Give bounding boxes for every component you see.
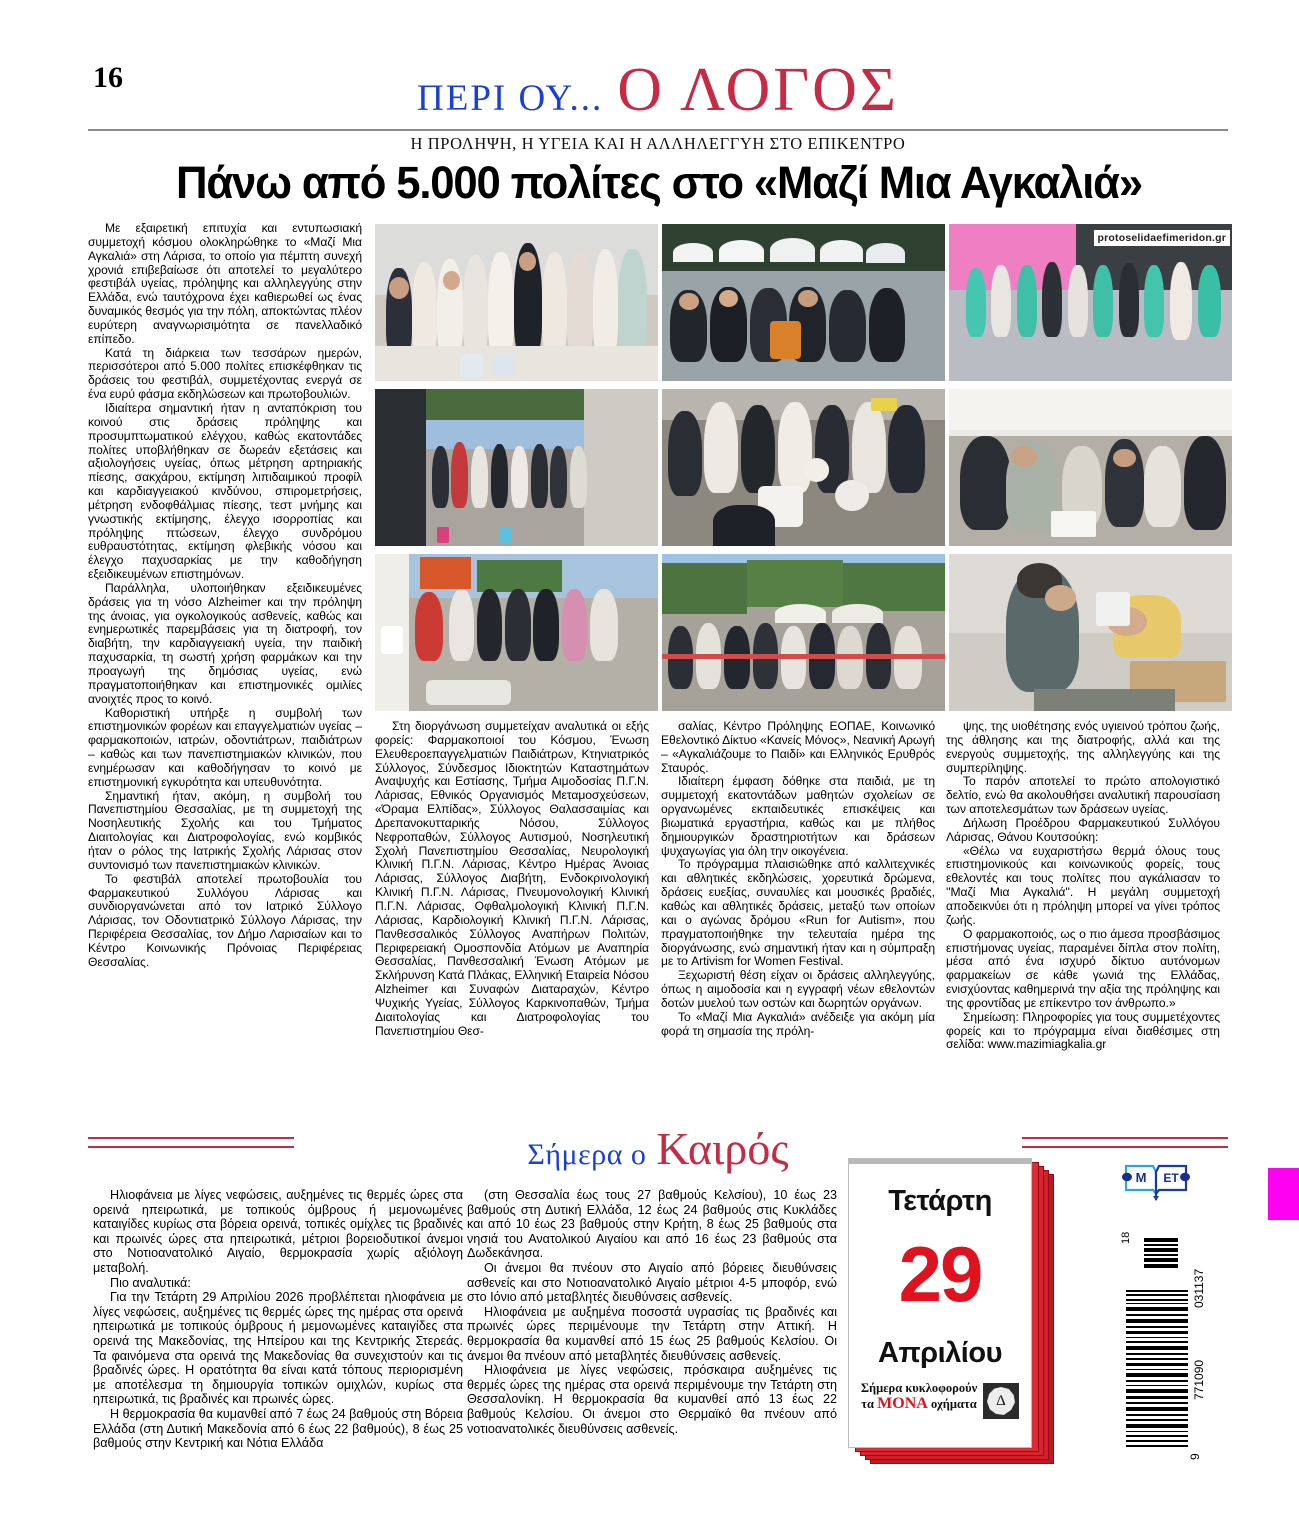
article-paragraph: Το πρόγραμμα πλαισιώθηκε από καλλιτεχνικές και αθλητικές εκδηλώσεις, χορευτικά δρώμενα, δράσεις ευεξίας, συναυλίες και μουσικές βραδιές, καθώς και αθλητικές δράσεις, μεταξύ των οποίων και ο αγώνας δρόμου «Run for Autism», που πραγματοποιήθηκε την τελευταία ημέρα της διοργάνωσης, ενώ σημαντική ήταν και η σύμπραξη με το Artivism for Women Festival.: [661, 857, 935, 969]
calendar-traffic-note: [857, 1381, 981, 1412]
article-paragraph: Δήλωση Προέδρου Φαρμακευτικού Συλλόγου Λάρισας, Θάνου Κουτσούκη:: [946, 815, 1220, 844]
article-paragraph: Ο φαρμακοποιός, ως ο πιο άμεσα προσβάσιμος επιστήμονας υγείας, παραμένει δίπλα στον πολίτη, μέσα από ένα ισχυρό δίκτυο αυτόνομων φαρμακείων σε κάθε γωνιά της Ελλάδας, ενισχύοντας καθημερινά την αξία της πρόληψης και της φροντίδας με επίκεντρο τον άνθρωπο.»: [946, 926, 1220, 1010]
calendar-top-bar: [849, 1159, 1031, 1164]
svg-text:ET: ET: [1163, 1171, 1179, 1185]
issue-barcode: [1144, 1238, 1178, 1270]
article-column-4: [946, 720, 1220, 1052]
ean-barcode: [1126, 1290, 1188, 1450]
photo-collage: [375, 224, 1232, 712]
article-paragraph: Ιδιαίτερη έμφαση δόθηκε στα παιδιά, με τη συμμετοχή εκατοντάδων μαθητών σχολείων σε οργανωμένες εκπαιδευτικές επισκέψεις και βιωματικά εργαστήρια, καθώς και με πλήθος δημιουργικών δραστηριοτήτων και δράσεων ψυχαγωγίας για όλη την οικογένεια.: [661, 774, 935, 858]
weather-title-prefix: Σήμερα ο: [527, 1138, 647, 1171]
logo-main-text: Ο ΛΟΓΟΣ: [617, 56, 899, 124]
weather-paragraph: Οι άνεμοι θα πνέουν στο Αιγαίο από βόρειες διευθύνσεις ασθενείς και στο Νοτιοανατολικό Αιγαίο μέτριοι 4-5 μποφόρ, ενώ στο Ιόνιο από μεταβλητές διευθύνσεις ασθενείς.: [467, 1260, 837, 1305]
barcode-digits-top: 031137: [1192, 1268, 1206, 1308]
masthead: [88, 55, 1228, 137]
photo-audience: [662, 224, 945, 381]
registration-color-mark: [1268, 1168, 1299, 1220]
weather-paragraph: (στη Θεσσαλία έως τους 27 βαθμούς Κελσίου), 10 έως 23 βαθμούς στη Δυτική Ελλάδα, 12 έως 24 βαθμούς στις Κυκλάδες και από 10 έως 23 βαθμούς στην Κρήτη, 8 έως 25 βαθμούς στα νησιά του Ανατολικού Αιγαίου και από 16 έως 23 βαθμούς στα Δωδεκάνησα.: [467, 1188, 837, 1261]
badge-delta-glyph: Δ: [996, 1392, 1006, 1409]
barcode-digits-start: 9: [1188, 1453, 1202, 1460]
photo-dance: [949, 224, 1232, 381]
article-paragraph: Σημαντική ήταν, ακόμη, η συμβολή του Πανεπιστημίου Θεσσαλίας, με τη συμμετοχή της Νοσηλευτικής Σχολής και του Τμήματος Διαιτολογίας και Διατροφολογίας, ενώ κομβικός ήταν ο ρόλος της Ιατρικής Σχολής Λάρισας στον συντονισμό των πανεπιστημιακών κλινικών.: [88, 788, 362, 872]
masthead-divider: [88, 129, 1228, 131]
barcode-digits-mid: 771090: [1192, 1359, 1206, 1400]
traffic-note-suffix: οχήματα: [930, 1397, 977, 1411]
photo-drum-band: [662, 389, 945, 546]
calendar-front-sheet: [848, 1158, 1032, 1448]
article-paragraph: Κατά τη διάρκεια των τεσσάρων ημερών, περισσότεροι από 5.000 πολίτες επισκέφθηκαν τις δράσεις του φεστιβάλ, συμμετέχοντας ενεργά σε ένα ευρύ φάσμα εκδηλώσεων και πρωτοβουλιών.: [88, 345, 362, 402]
delta-badge-icon: [983, 1383, 1019, 1419]
photo-group-portrait: [375, 224, 658, 381]
article-paragraph: Με εξαιρετική επιτυχία και εντυπωσιακή συμμετοχή κόσμου ολοκληρώθηκε το «Μαζί Μια Αγκαλιά» στη Λάρισα, το οποίο για πέμπτη συνεχή χρονιά επιβεβαίωσε ότι αποτελεί το μεγαλύτερο φεστιβάλ υγείας, πρόληψης και αλληλεγγύης στην Ελλάδα, ενώ ταυτόχρονα έχει καθιερωθεί ως ένας δυναμικός θεσμός για την πόλη, αποκτώντας πλέον ευρύτερη αναγνωρισιμότητα σε πανελλαδικό επίπεδο.: [88, 221, 362, 346]
weather-paragraph: Η θερμοκρασία θα κυμανθεί από 7 έως 24 βαθμούς στη Βόρεια Ελλάδα (στη Δυτική Μακεδονία από 6 έως 22 βαθμούς), 8 έως 25 βαθμούς στην Κεντρική και Νότια Ελλάδα: [93, 1406, 463, 1451]
issue-number-label: 18: [1120, 1231, 1132, 1244]
article-paragraph: Σημείωση: Πληροφορίες για τους συμμετέχοντες φορείς και το πρόγραμμα είναι διαθέσιμες στη σελίδα: www.mazimiagkalia.gr: [946, 1009, 1220, 1052]
photo-eye-exam: [949, 554, 1232, 711]
calendar-day-number: 29: [898, 1230, 982, 1318]
traffic-note-prefix: τα: [861, 1397, 875, 1411]
photo-cpr-demo: [375, 554, 658, 711]
weather-paragraph: Ηλιοφάνεια με αυξημένα ποσοστά υγρασίας τις βραδινές και πρωινές ώρες περιμένουμε την Τετάρτη στην Αττική. Η θερμοκρασία θα κυμανθεί από 15 έως 25 βαθμούς Κελσίου. Οι άνεμοι θα πνέουν από μεταβλητές διευθύνσεις ασθενείς.: [467, 1304, 837, 1363]
weather-title-main: Καιρός: [656, 1123, 789, 1174]
weather-paragraph: Ηλιοφάνεια με λίγες νεφώσεις, αυξημένες τις θερμές ώρες στα ορεινά ηπειρωτικά, με τοπικούς όμβρους ή μεμονωμένες καταιγίδες κυρίως στα βόρεια ορεινά, τοπικές ομίχλες τις βραδινές και πρωινές ώρες στα ηπειρωτικά, μέτριοι βορειοδυτικοί άνεμοι στο Νοτιοανατολικό Αιγαίο, θερμοκρασία χωρίς αξιόλογη μεταβολή.: [93, 1188, 463, 1275]
article-column-3: [661, 720, 935, 1038]
traffic-note-parity: ΜΟΝΑ: [877, 1395, 928, 1412]
barcode-block: [1112, 1160, 1224, 1490]
article-paragraph: Ιδιαίτερα σημαντική ήταν η ανταπόκριση του κοινού στις δράσεις πρόληψης και προσυμπτωματικού ελέγχου, καθώς εκατοντάδες πολίτες υποβλήθηκαν σε δωρεάν εξετάσεις και αξιολογήσεις υγείας, όπως μέτρηση αρτηριακής πίεσης, σακχάρου, εκτίμηση λιπιδαιμικού προφίλ και καρδιαγγειακού κινδύνου, σπιρομετρήσεις, μέτρηση ενδοφθάλμιας πίεσης, τεστ μνήμης και γνωστικής εκτίμησης, έλεγχο ισορροπίας και πρόληψης πτώσεων, έλεγχο συνδρόμου ευθραυστότητας, εκτίμηση φλεβικής νόσου και έλεγχο παχυσαρκίας με την καθοδήγηση εξειδικευμένων επιστημόνων.: [88, 400, 362, 582]
article-column-1: [88, 222, 362, 970]
open-book-logo-icon: [1120, 1160, 1192, 1202]
weather-paragraph: Πιο αναλυτικά:: [110, 1275, 191, 1290]
article-paragraph: Ξεχωριστή θέση είχαν οι δράσεις αλληλεγγύης, όπως η αιμοδοσία και η εγγραφή νέων εθελοντών δοτών μυελού των οστών και δωρητών οργάνων.: [661, 968, 935, 1010]
calendar-month: Απριλίου: [878, 1337, 1002, 1369]
weather-paragraph: Ηλιοφάνεια με λίγες νεφώσεις, πρόσκαιρα αυξημένες τις θερμές ώρες της ημέρας στα ορεινά περιμένουμε την Τετάρτη στη Θεσσαλονίκη. Η θερμοκρασία θα κυμανθεί από 13 έως 22 βαθμούς Κελσίου. Οι άνεμοι στο Θερμαϊκό θα πνέουν από νοτιοανατολικές διευθύνσεις ασθενείς.: [467, 1363, 837, 1436]
article-paragraph: «Θέλω να ευχαριστήσω θερμά όλους τους επιστημονικούς και κοινωνικούς φορείς, τους εθελοντές και τους πολίτες που αγκάλιασαν το ''Μαζί Μια Αγκαλιά''. Η μεγάλη συμμετοχή αποδεικνύει ότι η πρόληψη μπορεί να γίνει τρόπος ζωής.: [946, 843, 1220, 927]
article-column-2: [375, 720, 649, 1038]
article-kicker: Η ΠΡΟΛΗΨΗ, Η ΥΓΕΙΑ ΚΑΙ Η ΑΛΛΗΛΕΓΓΥΗ ΣΤΟ ΕΠΙΚΕΝΤΡΟ: [410, 134, 906, 153]
photo-race-start: [375, 389, 658, 546]
logo-prefix-text: ΠΕΡΙ ΟΥ...: [417, 78, 604, 119]
article-headline: Πάνω από 5.000 πολίτες στο «Μαζί Μια Αγκαλιά»: [176, 157, 1142, 208]
calendar-widget: [848, 1158, 1098, 1483]
section-logo: [88, 55, 1228, 126]
article-paragraph: Το «Μαζί Μια Αγκαλιά» ανέδειξε για ακόμη μία φορά τη σημασία της πρόλη-: [661, 1009, 935, 1038]
calendar-day-name: Τετάρτη: [888, 1185, 992, 1217]
site-watermark: protoselidaefimeridon.gr: [1094, 230, 1230, 246]
article-paragraph: Το φεστιβάλ αποτελεί πρωτοβουλία του Φαρμακευτικού Συλλόγου Λάρισας και συνδιοργανώνεται από τον Ιατρικό Σύλλογο Λάρισας, τον Οδοντιατρικό Σύλλογο Λάρισας, την Περιφέρεια Θεσσαλίας, τον Δήμο Λαρισαίων και το Κέντρο Κοινωνικής Πρόνοιας Περιφέρειας Θεσσαλίας.: [88, 871, 362, 969]
article-paragraph: Στη διοργάνωση συμμετείχαν αναλυτικά οι εξής φορείς: Φαρμακοποιοί του Κόσμου, Ένωση Ελευθεροεπαγγελματιών Παιδιάτρων, Κτηνιατρικός Σύλλογος, Σύνδεσμος Ιδιοκτητών Καταστημάτων Αναψυχής και Εστίασης, Τμήμα Αιμοδοσίας Π.Γ.Ν. Λάρισας, Εθνικός Οργανισμός Μεταμοσχεύσεων, «Όραμα Ελπίδας», Σύλλογος Θαλασσαιμίας και Δρεπανοκυτταρικής Νόσου, Σύλλογος Νεφροπαθών, Σύλλογος Αυτισμού, Νοσηλευτική Σχολή Πανεπιστημίου Θεσσαλίας, Νευρολογική Κλινική Π.Γ.Ν. Λάρισας, Κέντρο Ημέρας Άνοιας Λάρισας, Σύλλογος Διαβήτη, Ενδοκρινολογική Κλινική Π.Γ.Ν. Λάρισας, Πνευμονολογική Κλινική Π.Γ.Ν. Λάρισας, Οφθαλμολογική Κλινική Π.Γ.Ν. Λάρισας, Καρδιολογική Κλινική Π.Γ.Ν. Λάρισας, Πανθεσσαλικός Σύλλογος Αναπήρων Πολιτών, Περιφερειακή Ομοσπονδία Ατόμων με Αναπηρία Θεσσαλίας, Πανθεσσαλική Ένωση Ατόμων με Σκλήρυνση Κατά Πλάκας, Ελληνική Εταιρεία Νόσου Alzheimer και Συναφών Διαταραχών, Κέντρο Ψυχικής Υγείας, Σύλλογος Καρκινοπαθών, Τμήμα Διαιτολογίας και Διατροφολογίας του Πανεπιστημίου Θεσ-: [375, 719, 649, 1038]
weather-paragraph: Για την Τετάρτη 29 Απριλίου 2026 προβλέπεται ηλιοφάνεια με λίγες νεφώσεις, αυξημένες τις θερμές ώρες της ημέρας στα ορεινά ηπειρωτικά με τοπικούς όμβρους ή μεμονωμένες καταιγίδες στα ορεινά της Μακεδονίας, της Ηπείρου και της Κεντρικής Στερεάς. Τα φαινόμενα στα ορεινά της Μακεδονίας θα συνεχιστούν και τις βραδινές ώρες. Η ορατότητα θα είναι κατά τόπους περιορισμένη με αποτέλεσμα τη δημιουργία τοπικών ομιχλών, κυρίως στα ηπειρωτικά, τις βραδινές και πρωινές ώρες.: [93, 1290, 463, 1407]
weather-column-2: [467, 1188, 837, 1436]
weather-column-1: [93, 1188, 463, 1451]
traffic-note-line1: Σήμερα κυκλοφορούν: [860, 1381, 978, 1395]
article-paragraph: Καθοριστική υπήρξε η συμβολή των επιστημονικών φορέων και επαγγελματιών υγείας – φαρμακοποιών, ιατρών, οδοντιάτρων, παιδιάτρων – καθώς και των πανεπιστημιακών κλινικών, που ενημέρωσαν και καθοδήγησαν το κοινό με επιστημονική εγκυρότητα και υπευθυνότητα.: [88, 705, 362, 789]
svg-text:M: M: [1135, 1170, 1147, 1185]
photo-tent-consult: [949, 389, 1232, 546]
article-paragraph: ψης, της υιοθέτησης ενός υγιεινού τρόπου ζωής, της άθλησης και της διατροφής, αλλά και της ενεργούς συμμετοχής, της αλληλεγγύης και της συμπερίληψης.: [946, 719, 1220, 775]
article-paragraph: Το παρόν αποτελεί το πρώτο απολογιστικό δελτίο, ενώ θα ακολουθήσει αναλυτική παρουσίαση των αποτελεσμάτων των δράσεων υγείας.: [946, 774, 1220, 817]
page-number: 16: [93, 61, 123, 94]
article-paragraph: Παράλληλα, υλοποιήθηκαν εξειδικευμένες δράσεις για τη νόσο Alzheimer και την πρόληψη της άνοιας, για ογκολογικούς ασθενείς, καθώς και ενημερωτικές παρεμβάσεις για τη διατροφή, τον διαβήτη, την καρδιαγγειακή υγεία, την παιδική παχυσαρκία, τη σωστή χρήση φαρμάκων και την προαγωγή της δημόσιας υγείας, ενώ πραγματοποιήθηκαν και επιστημονικές ομιλίες ανοιχτές προς το κοινό.: [88, 580, 362, 706]
article-paragraph: σαλίας, Κέντρο Πρόληψης ΕΟΠΑΕ, Κοινωνικό Εθελοντικό Δίκτυο «Κανείς Μόνος», Νεανική Αρωγή – «Αγκαλιάζουμε το Παιδί» και Ελληνικός Ερυθρός Σταυρός.: [661, 719, 935, 775]
photo-crowd-street: [662, 554, 945, 711]
